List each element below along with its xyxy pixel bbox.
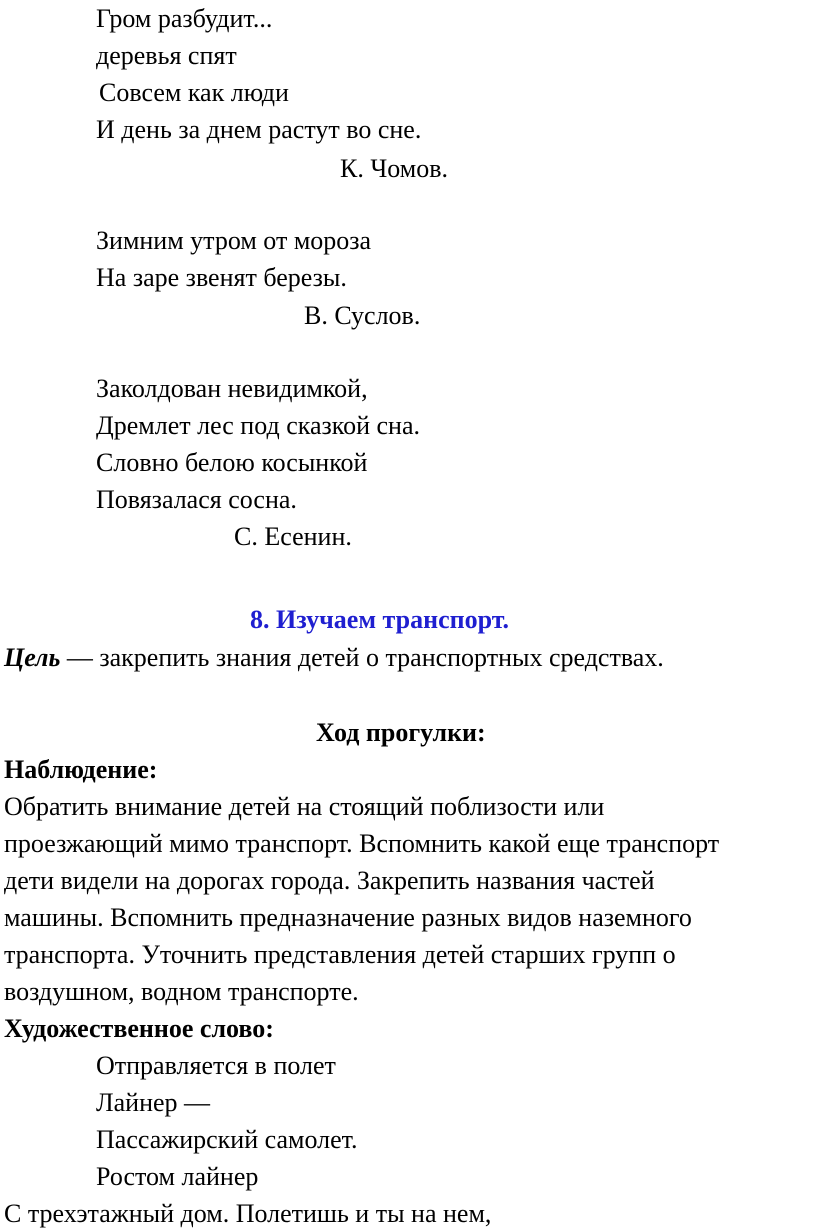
poem-line: Заколдован невидимкой,	[96, 374, 368, 403]
goal-label: Цель	[4, 643, 61, 672]
poem-line: Отправляется в полет	[96, 1051, 336, 1080]
paragraph-line: проезжающий мимо транспорт. Вспомнить какой еще транспорт	[4, 829, 720, 858]
poem-line: И день за днем растут во сне.	[96, 115, 422, 144]
goal-line	[4, 641, 664, 675]
poem-author: К. Чомов.	[340, 154, 448, 183]
poem-line: Ростом лайнер	[96, 1162, 259, 1191]
poem-line: Повязалася сосна.	[96, 485, 297, 514]
paragraph-line: дети видели на дорогах города. Закрепить названия частей	[4, 866, 655, 895]
poem-line: Словно белою косынкой	[96, 448, 368, 477]
poem-line: Лайнер —	[96, 1088, 211, 1117]
poem-line: Гром разбудит...	[96, 4, 273, 33]
walk-heading: Ход прогулки:	[316, 718, 486, 747]
paragraph-line: Обратить внимание детей на стоящий поблизости или	[4, 792, 605, 821]
observation-heading: Наблюдение:	[4, 755, 158, 784]
section-title: 8. Изучаем транспорт.	[250, 605, 510, 634]
paragraph-line: машины. Вспомнить предназначение разных видов наземного	[4, 903, 692, 932]
art-word-heading: Художественное слово:	[4, 1014, 274, 1043]
poem-author: В. Суслов.	[304, 301, 421, 330]
poem-line: На заре звенят березы.	[96, 263, 347, 292]
paragraph-line: С трехэтажный дом. Полетишь и ты на нем,	[4, 1199, 492, 1228]
poem-line: деревья спят	[96, 41, 237, 70]
paragraph-line: воздушном, водном транспорте.	[4, 977, 359, 1006]
poem-line: Зимним утром от мороза	[96, 226, 372, 255]
poem-line: Дремлет лес под сказкой сна.	[96, 411, 421, 440]
poem-line: Пассажирский самолет.	[96, 1125, 358, 1154]
paragraph-line: транспорта. Уточнить представления детей старших групп о	[4, 940, 676, 969]
poem-author: С. Есенин.	[234, 522, 352, 551]
poem-line: Совсем как люди	[99, 78, 289, 107]
goal-text: — закрепить знания детей о транспортных средствах.	[60, 643, 664, 672]
